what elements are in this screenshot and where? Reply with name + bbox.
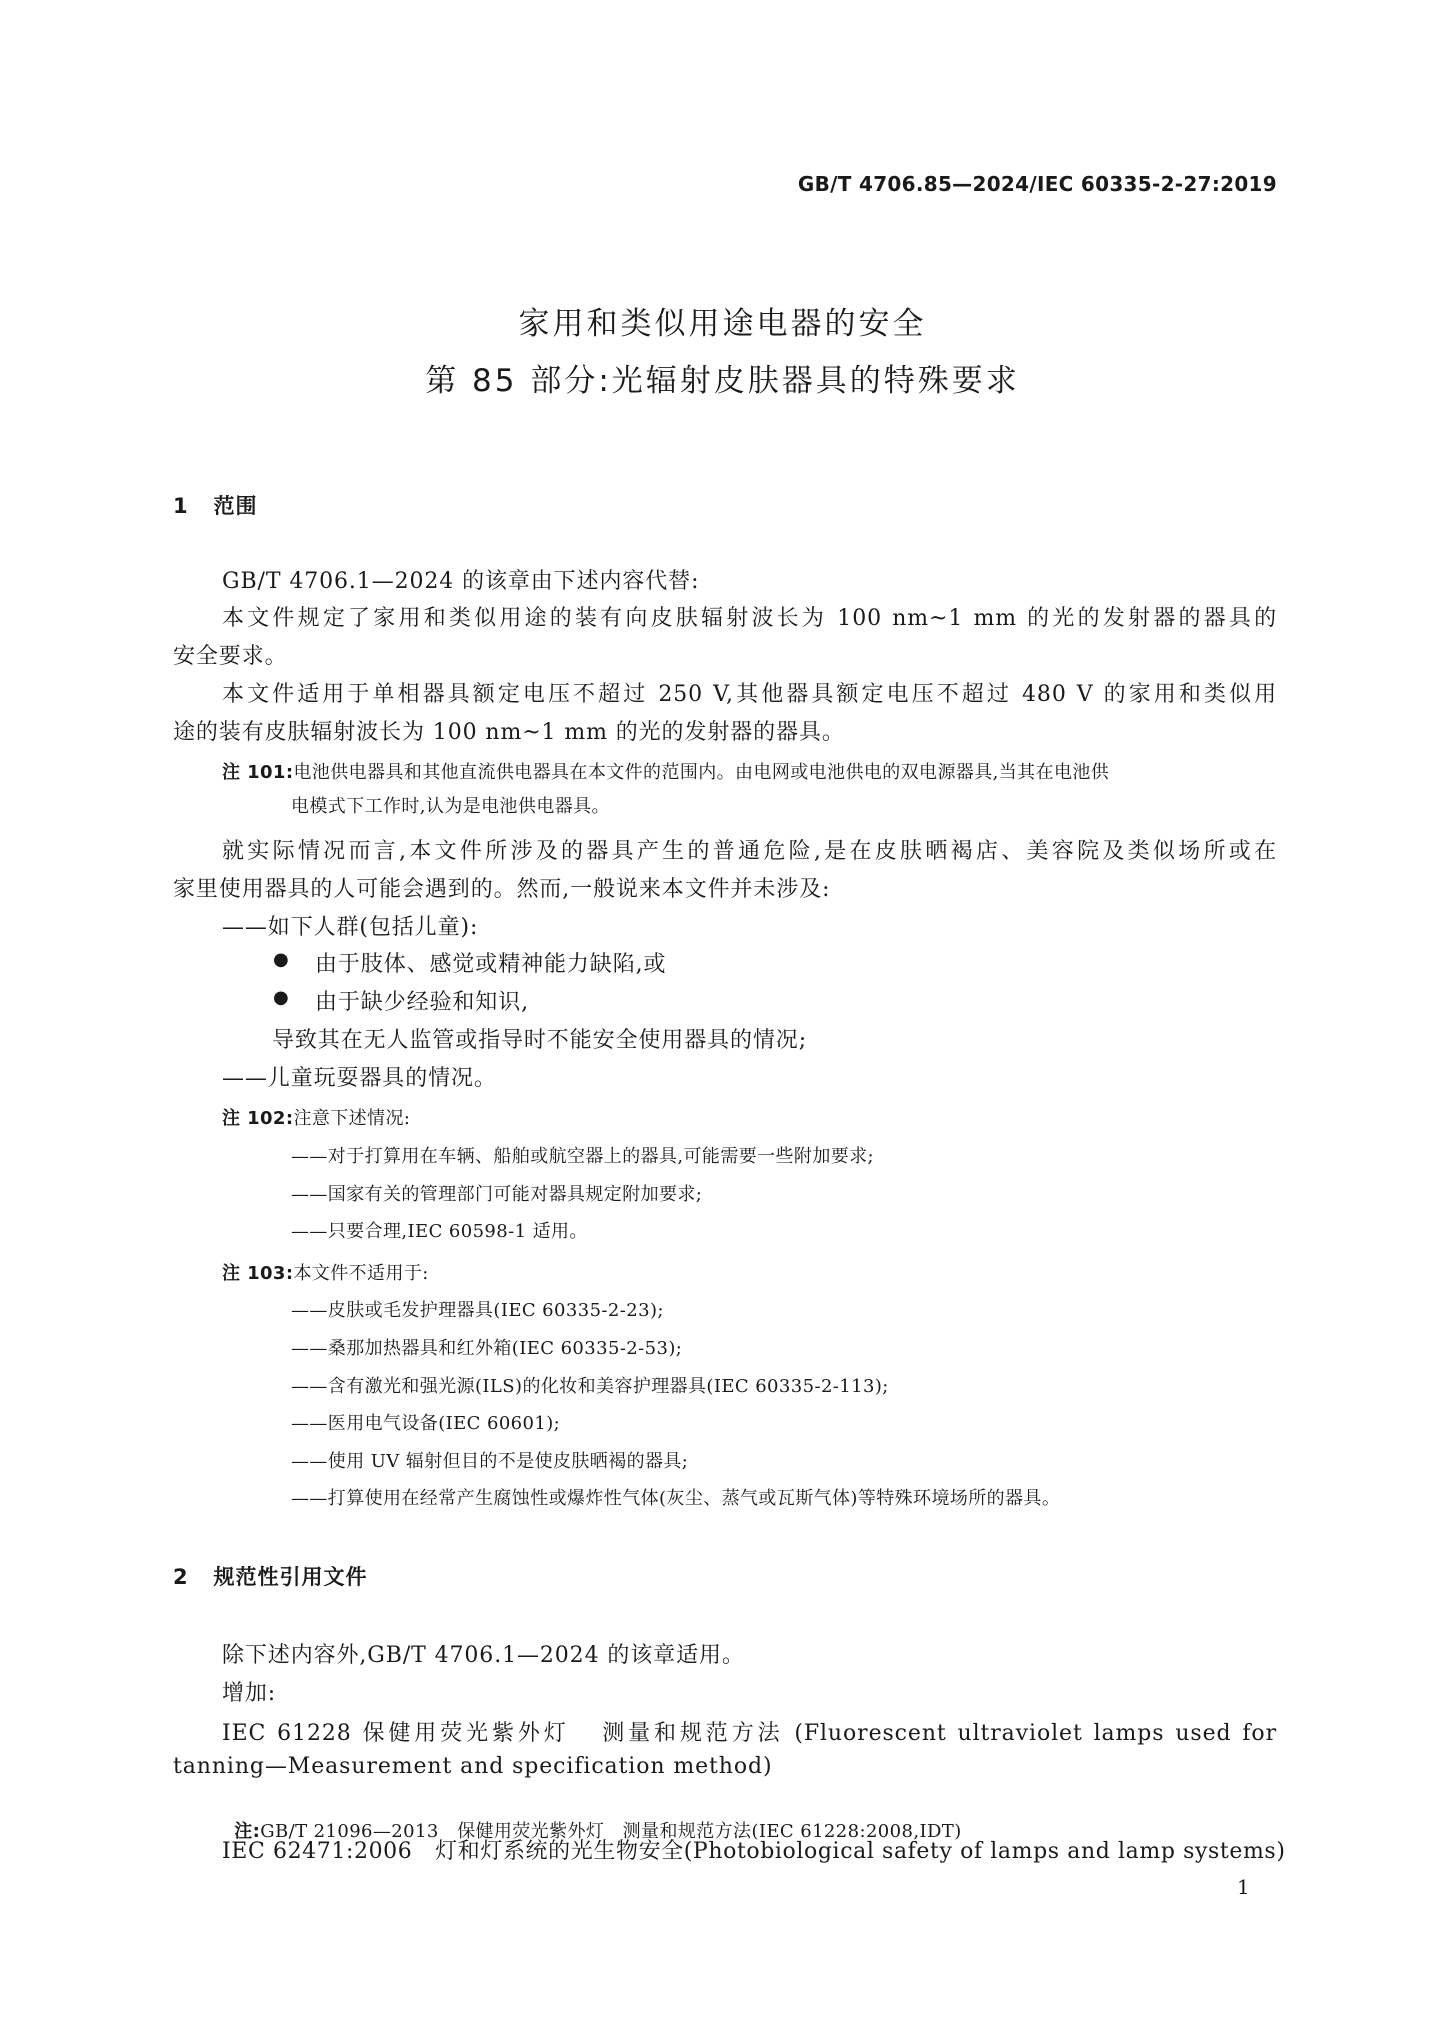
note103-item: ——含有激光和强光源(ILS)的化妆和美容护理器具(IEC 60335-2-113); <box>291 1376 889 1397</box>
note102-item: ——只要合理,IEC 60598-1 适用。 <box>291 1221 588 1242</box>
reference-note-label: 注: <box>234 1821 261 1842</box>
section1-paragraph3-line2: 途的装有皮肤辐射波长为 100 nm~1 mm 的光的发射器的器具。 <box>173 720 845 745</box>
note102-item: ——国家有关的管理部门可能对器具规定附加要求; <box>291 1184 703 1205</box>
document-title-line1: 家用和类似用途电器的安全 <box>518 306 927 342</box>
note103-intro: 本文件不适用于: <box>293 1263 429 1284</box>
document-title-line2: 第 85 部分:光辐射皮肤器具的特殊要求 <box>425 363 1020 399</box>
standard-number: GB/T 4706.85—2024/IEC 60335-2-27:2019 <box>797 172 1277 196</box>
note103-item: ——使用 UV 辐射但目的不是使皮肤晒褐的器具; <box>291 1451 689 1472</box>
bullet-dot-2: ● <box>273 987 289 1008</box>
bullet-item-1: 由于肢体、感觉或精神能力缺陷,或 <box>315 952 667 977</box>
section2-paragraph1: 除下述内容外,GB/T 4706.1—2024 的该章适用。 <box>222 1643 745 1668</box>
note103-item: ——打算使用在经常产生腐蚀性或爆炸性气体(灰尘、蒸气或瓦斯气体)等特殊环境场所的器具。 <box>291 1488 1061 1509</box>
bullet-dot-1: ● <box>273 949 289 970</box>
note103-item: ——桑那加热器具和红外箱(IEC 60335-2-53); <box>291 1338 683 1359</box>
reference-iec61228-line2: tanning—Measurement and specification method) <box>173 1754 773 1779</box>
dash-item-persons: ——如下人群(包括儿童): <box>222 915 479 940</box>
dash-item-persons-continuation: 导致其在无人监管或指导时不能安全使用器具的情况; <box>272 1028 808 1053</box>
note102-item: ——对于打算用在车辆、船舶或航空器上的器具,可能需要一些附加要求; <box>291 1146 874 1167</box>
section2-heading: 2 规范性引用文件 <box>173 1565 368 1589</box>
note103 <box>222 1259 429 1285</box>
section1-paragraph2-line2: 安全要求。 <box>173 644 288 669</box>
section2-paragraph2: 增加: <box>222 1681 277 1706</box>
section1-paragraph4-line1: 就实际情况而言,本文件所涉及的器具产生的普通危险,是在皮肤晒褐店、美容院及类似场所或在 <box>222 839 1277 864</box>
note101-line2: 电模式下工作时,认为是电池供电器具。 <box>291 796 610 817</box>
dash-item-children: ——儿童玩耍器具的情况。 <box>222 1066 497 1091</box>
section1-paragraph2-line1: 本文件规定了家用和类似用途的装有向皮肤辐射波长为 100 nm~1 mm 的光的发射器的器具的 <box>222 606 1277 631</box>
section1-heading: 1 范围 <box>173 494 258 518</box>
note101-label: 注 101: <box>222 762 294 783</box>
note103-item: ——医用电气设备(IEC 60601); <box>291 1413 561 1434</box>
section1-paragraph3-line1: 本文件适用于单相器具额定电压不超过 250 V,其他器具额定电压不超过 480 V 的家用和类似用 <box>222 682 1277 707</box>
note103-label: 注 103: <box>222 1263 294 1284</box>
note102-intro: 注意下述情况: <box>293 1108 411 1129</box>
note103-item: ——皮肤或毛发护理器具(IEC 60335-2-23); <box>291 1300 664 1321</box>
section1-paragraph1: GB/T 4706.1—2024 的该章由下述内容代替: <box>222 569 700 594</box>
section1-paragraph4-line2: 家里使用器具的人可能会遇到的。然而,一般说来本文件并未涉及: <box>173 877 831 902</box>
bullet-item-2: 由于缺少经验和知识, <box>315 990 529 1015</box>
note102-label: 注 102: <box>222 1108 294 1129</box>
note102 <box>222 1104 410 1130</box>
note101 <box>222 758 1109 784</box>
reference-iec62471: IEC 62471:2006 灯和灯系统的光生物安全(Photobiological safety of lamps and lamp systems) <box>222 1839 1286 1864</box>
page-number: 1 <box>1237 1875 1250 1899</box>
reference-note-text: GB/T 21096—2013 保健用荧光紫外灯 测量和规范方法(IEC 61228:2008,IDT) <box>260 1821 962 1842</box>
reference-iec61228-line1: IEC 61228 保健用荧光紫外灯 测量和规范方法 (Fluorescent ultraviolet lamps used for <box>222 1721 1277 1746</box>
note101-line1: 电池供电器具和其他直流供电器具在本文件的范围内。由电网或电池供电的双电源器具,当其在电池供 <box>293 762 1110 783</box>
